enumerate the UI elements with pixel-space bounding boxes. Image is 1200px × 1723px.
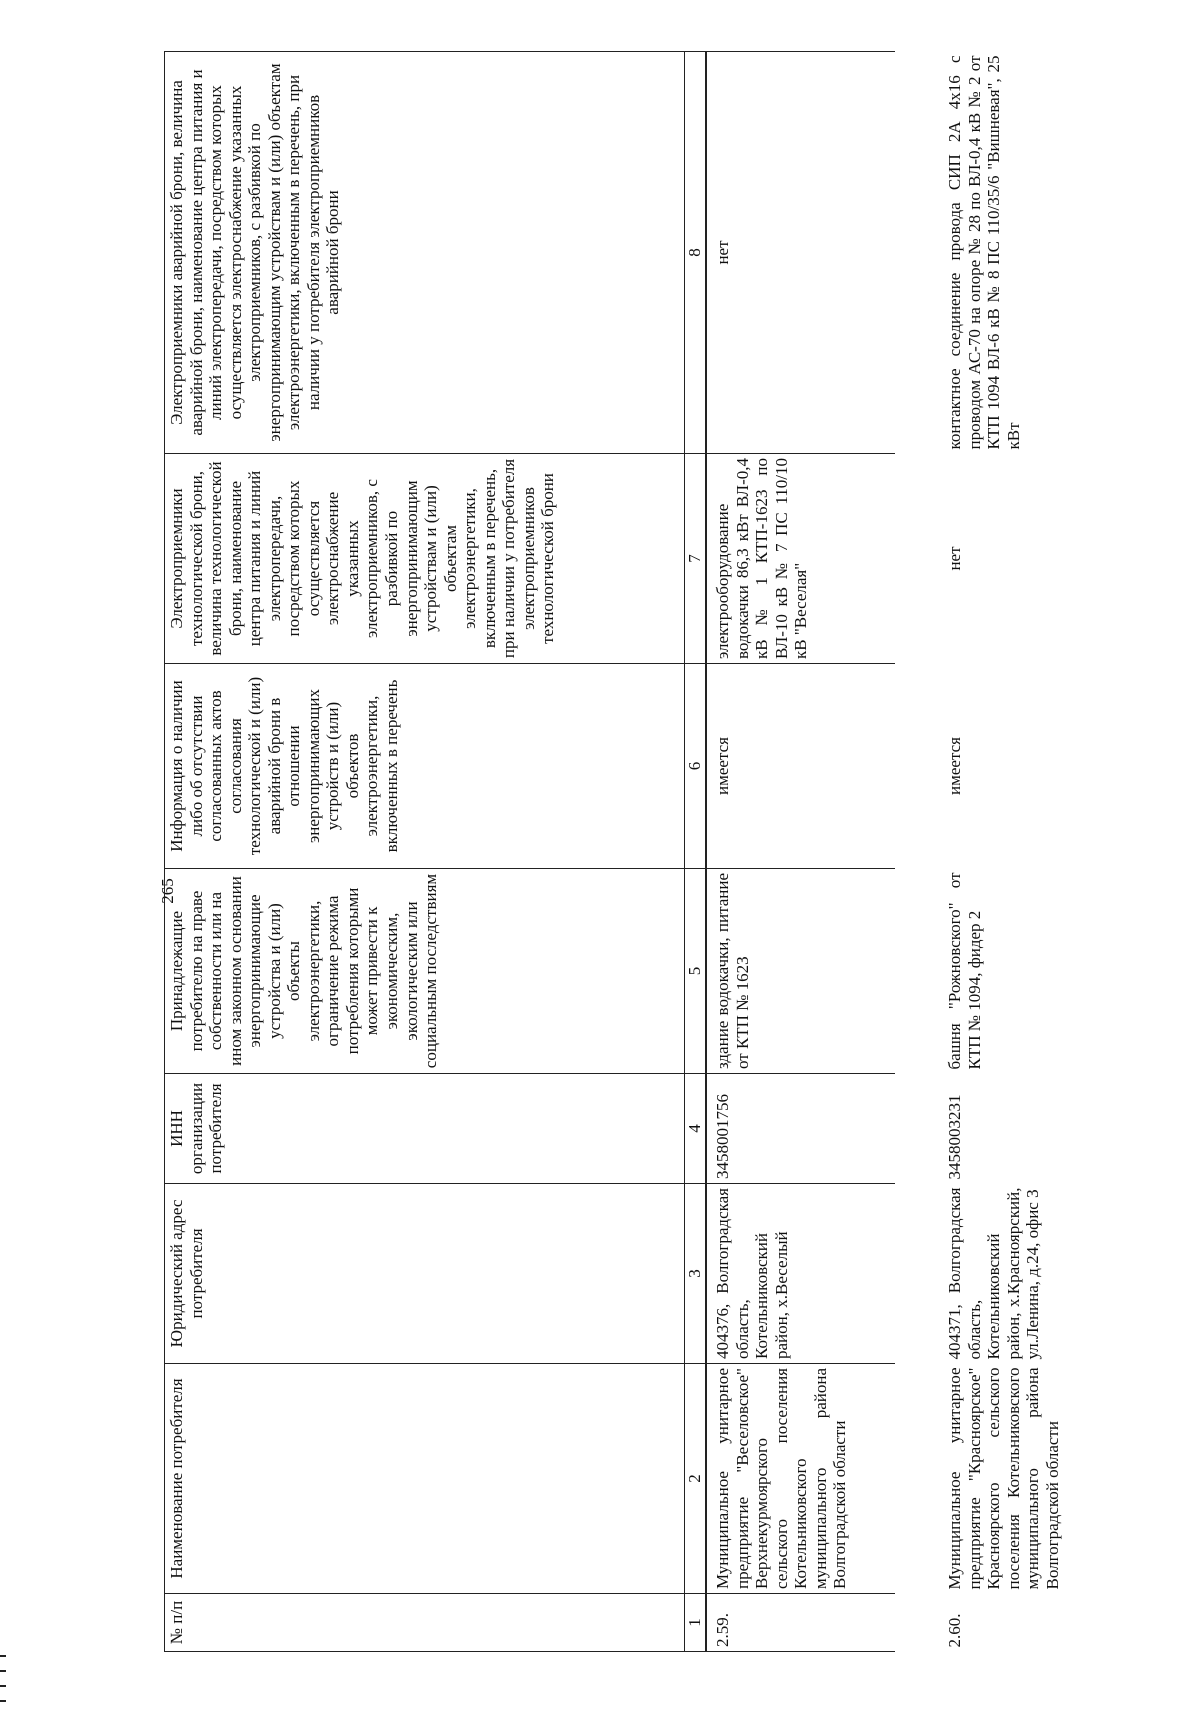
facilities: башня "Рожновского" от КТП № 1094, фидер 2 [945, 872, 984, 1070]
tech-reserve: электрооборудование водокачки 86,3 кВт ВЛ-0,4 кВ № 1 КТП-1623 по ВЛ-10 кВ № 7 ПС 110/10 кВ "Веселая" [706, 454, 895, 664]
binding-mark [0, 1685, 6, 1687]
acts-status: имеется [706, 664, 895, 869]
header-inn: ИНН организации потребителя [165, 1074, 685, 1184]
table-row [895, 52, 1200, 1652]
consumer-name: Муниципальное унитарное предприятие "Красноярское" Красноярского сельского поселения Котельниковского муниципального района Волгоградской области [945, 1367, 1062, 1590]
header-tech-reserve: Электроприемники технологической брони, величина технологической брони, наименование центра питания и линий электропередачи, посредством которых осуществляется электроснабжение указанных электроприемников, с разбивкой по энергопринимающим устройствам и (или) объектам электроэнергетики, включенным в перечень, при наличии у потребителя электроприемников технологической брони [165, 454, 685, 664]
column-number: 7 [685, 454, 707, 664]
binding-mark [0, 1655, 6, 1657]
row-number: 2.59. [706, 1594, 895, 1652]
emergency-reserve: нет [706, 52, 895, 454]
column-number: 3 [685, 1184, 707, 1364]
binding-mark [0, 1700, 6, 1702]
header-consumer-name: Наименование потребителя [165, 1364, 685, 1594]
facilities: здание водокачки, питание от КТП № 1623 [706, 869, 895, 1074]
header-facilities: Принадлежащие потребителю на праве собственности или на ином законном основании энергопринимающие устройства и (или) объекты электроэнергетики, ограничение режима потребления которыми может привести к экономическим, экологическим или социальным последствиям [165, 869, 685, 1074]
header-number: № п/п [165, 1594, 685, 1652]
table-row [706, 52, 895, 1652]
page-number: 265 [158, 878, 177, 904]
rotated-table-container [164, 52, 1182, 1652]
inn: 3458001756 [706, 1074, 895, 1184]
table-header [165, 52, 707, 1652]
legal-address: 404371, Волгоградская область, Котельниковский район, х.Красноярский, ул.Ленина, д.24, офис 3 [945, 1187, 1043, 1360]
header-acts: Информация о наличии либо об отсутствии согласованных актов согласования технологической и (или) аварийной брони в отношении энергопринимающих устройств и (или) объектов электроэнергетики, включенных в перечень [165, 664, 685, 869]
inn: 3458003231 [945, 1094, 964, 1180]
column-number: 6 [685, 664, 707, 869]
row-number: 2.60. [945, 1613, 964, 1648]
column-number: 4 [685, 1074, 707, 1184]
acts-status: имеется [945, 737, 964, 795]
header-legal-address: Юридический адрес потребителя [165, 1184, 685, 1364]
column-number: 2 [685, 1364, 707, 1594]
column-number: 1 [685, 1594, 707, 1652]
column-number: 8 [685, 52, 707, 454]
consumer-table [164, 51, 1200, 1652]
header-emergency-reserve: Электроприемники аварийной брони, величина аварийной брони, наименование центра питания и линий электропередачи, посредством которых осуществляется электроснабжение указанных электроприемников, с разбивкой по энергопринимающим устройствам и (или) объектам электроэнергетики, включенным в перечень, при наличии у потребителя электроприемников аварийной брони [165, 52, 685, 454]
emergency-reserve: контактное соединение провода СИП 2А 4х16 с проводом АС-70 на опоре № 28 по ВЛ-0,4 кВ № 2 от КТП 1094 ВЛ-6 кВ № 8 ПС 110/35/6 "Вишневая", 25 кВт [945, 55, 1023, 450]
consumer-name: Муниципальное унитарное предприятие "Веселовское" Верхнекурмоярского сельского поселения Котельниковского муниципального района Волгоградской области [706, 1364, 895, 1594]
legal-address: 404376, Волгоградская область, Котельниковский район, х.Веселый [706, 1184, 895, 1364]
tech-reserve: нет [945, 546, 964, 571]
column-number: 5 [685, 869, 707, 1074]
binding-mark [0, 1670, 6, 1672]
